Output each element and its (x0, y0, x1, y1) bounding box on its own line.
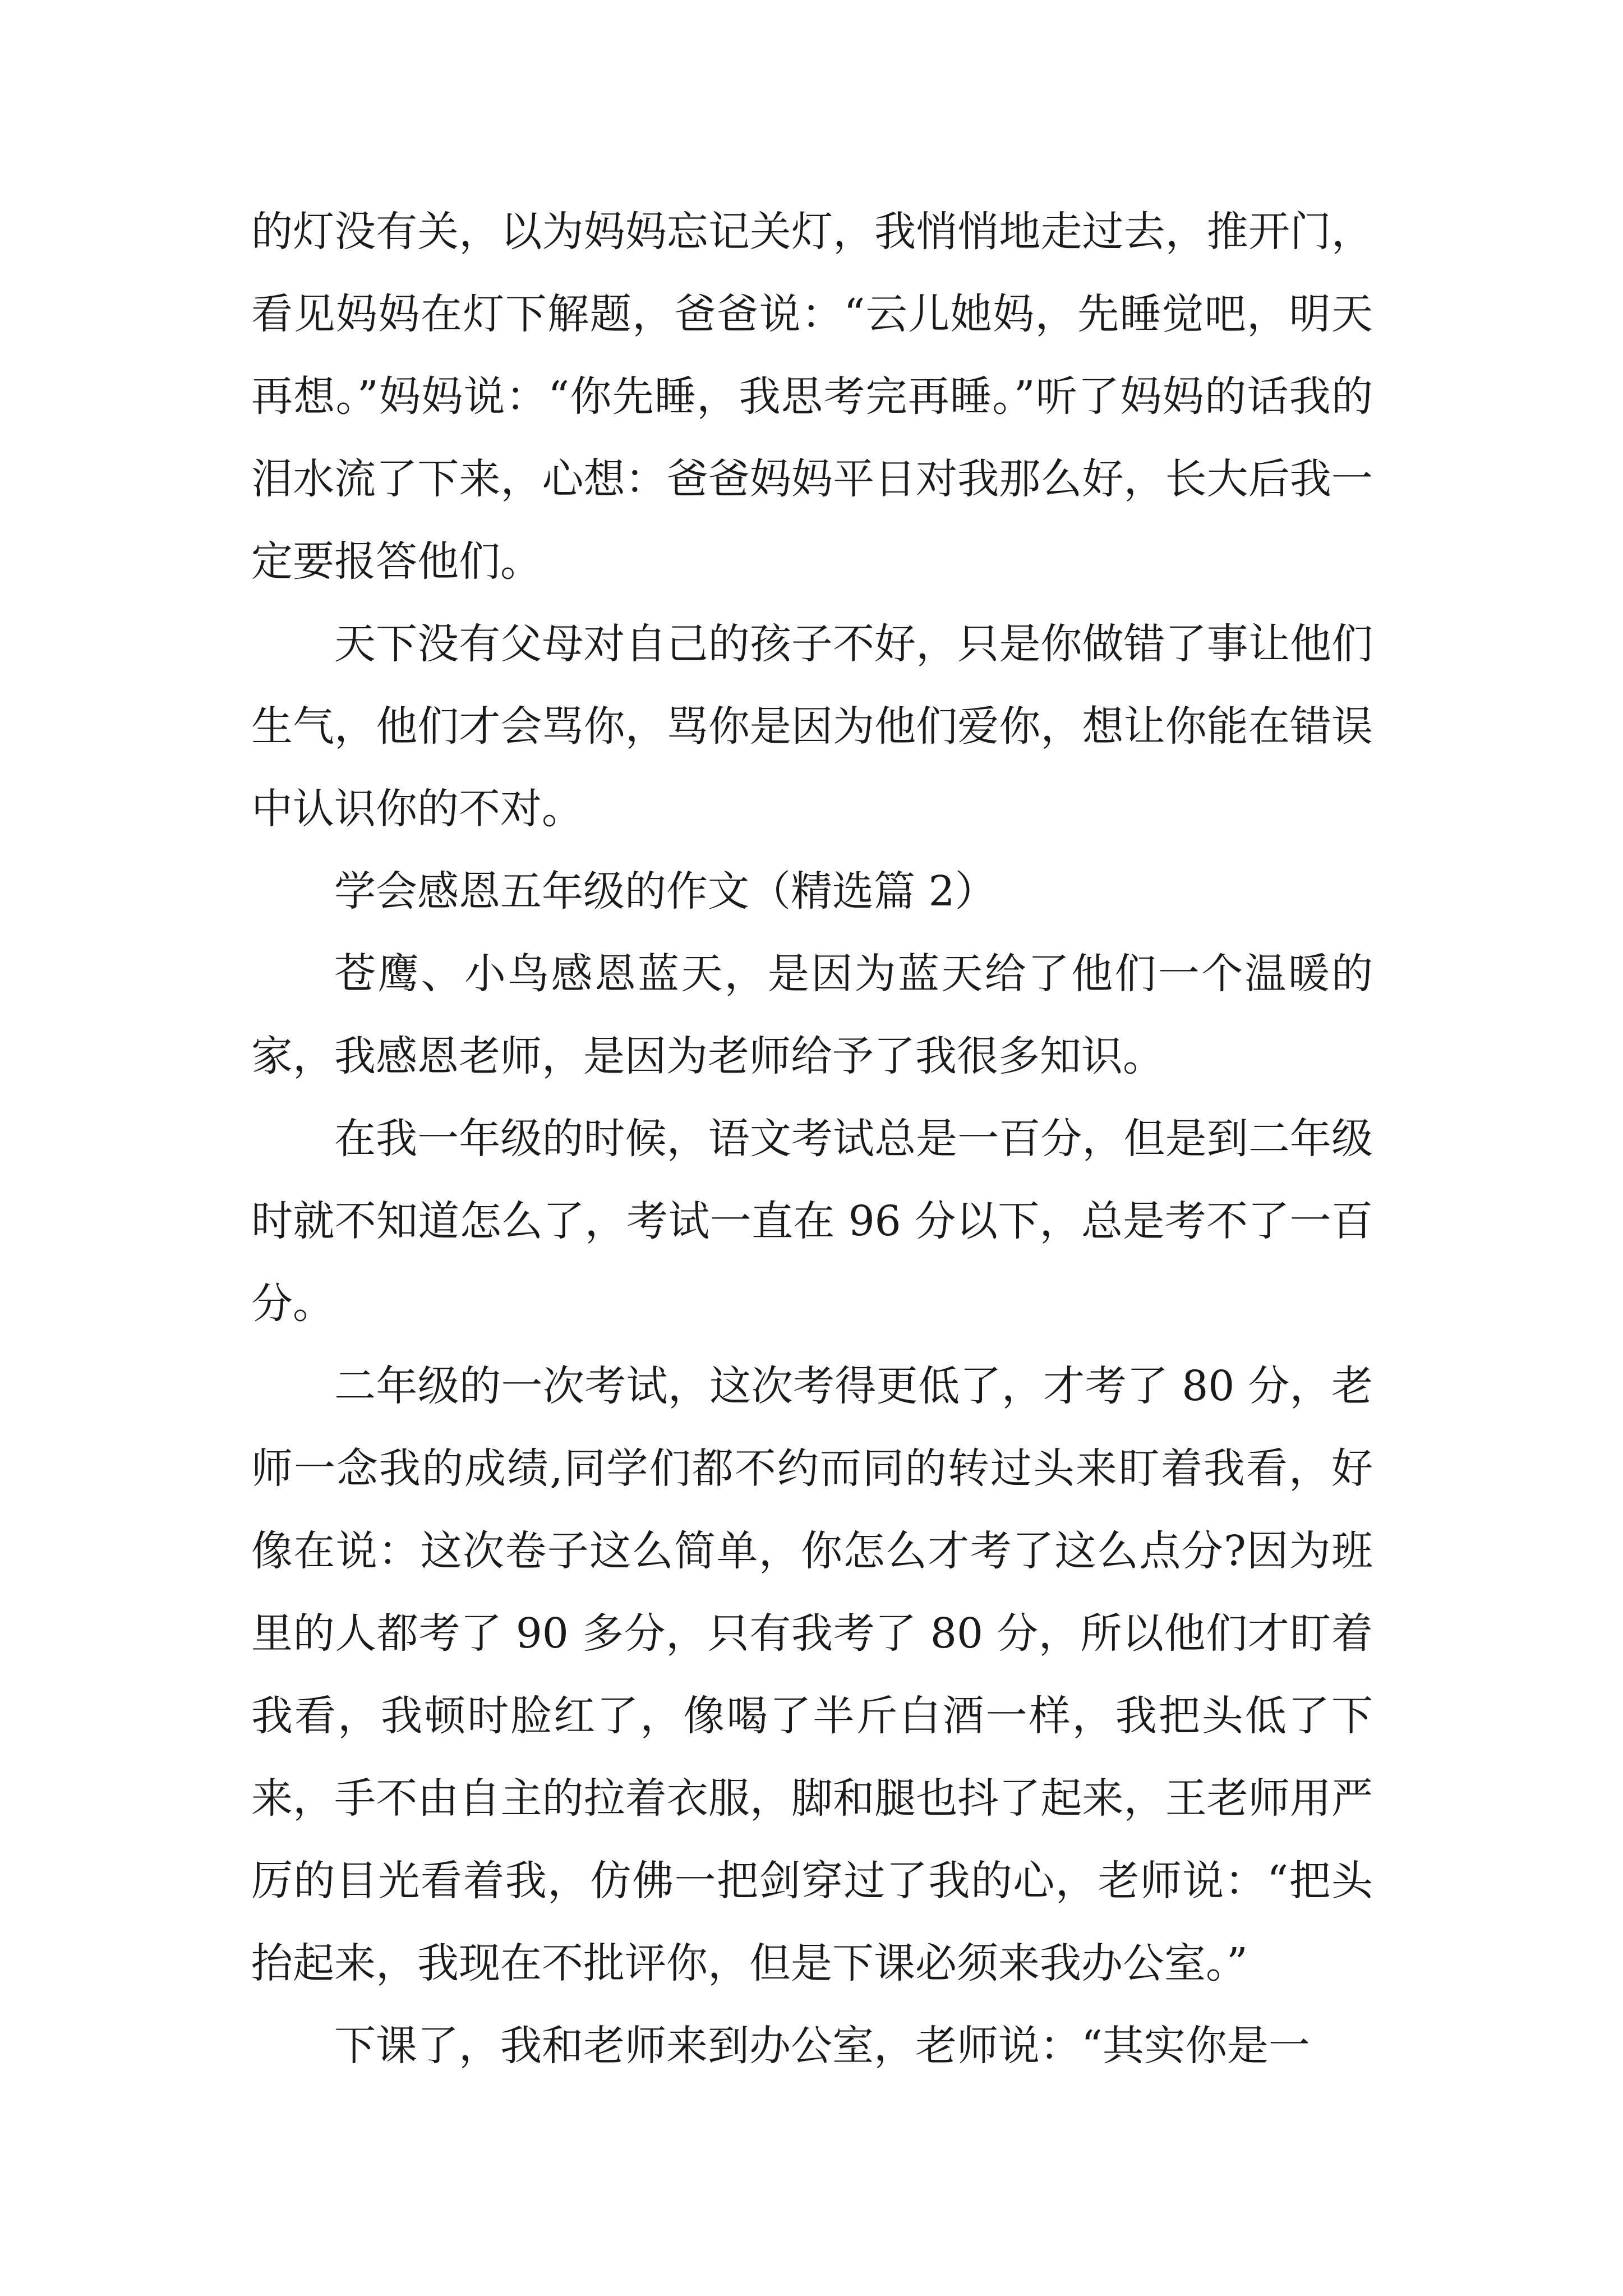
section-heading: 学会感恩五年级的作文（精选篇 2） (334, 867, 997, 915)
paragraph: 二年级的一次考试，这次考得更低了，才考了 80 分，老师一念我的成绩,同学们都不约而同的转过头来盯着我看，好像在说：这次卷子这么简单，你怎么才考了这么点分?因为班里的人都考了 90 多分，只有我考了 80 分，所以他们才盯着我看，我顿时脸红了，像喝了半斤白酒一样，我把头低了下来，手不由自主的拉着衣服，脚和腿也抖了起来，王老师用严厉的目光看着我，仿佛一把剑穿过了我的心，老师说：“把头抬起来，我现在不批评你，但是下课必须来我办公室。” (251, 1362, 1373, 1987)
paragraph-continued: 的灯没有关，以为妈妈忘记关灯，我悄悄地走过去，推开门，看见妈妈在灯下解题，爸爸说：“云儿她妈，先睡觉吧，明天再想。”妈妈说：“你先睡，我思考完再睡。”听了妈妈的话我的泪水流了下来，心想：爸爸妈妈平日对我那么好，长大后我一定要报答他们。 (251, 208, 1373, 586)
paragraph: 在我一年级的时候，语文考试总是一百分，但是到二年级时就不知道怎么了，考试一直在 96 分以下，总是考不了一百分。 (251, 1115, 1373, 1328)
paragraph: 天下没有父母对自己的孩子不好，只是你做错了事让他们生气，他们才会骂你，骂你是因为他们爱你，想让你能在错误中认识你的不对。 (251, 620, 1373, 833)
document-body (251, 191, 1373, 2087)
paragraph: 苍鹰、小鸟感恩蓝天，是因为蓝天给了他们一个温暖的家，我感恩老师，是因为老师给予了我很多知识。 (251, 950, 1373, 1080)
paragraph: 下课了，我和老师来到办公室，老师说：“其实你是一 (334, 2022, 1310, 2070)
